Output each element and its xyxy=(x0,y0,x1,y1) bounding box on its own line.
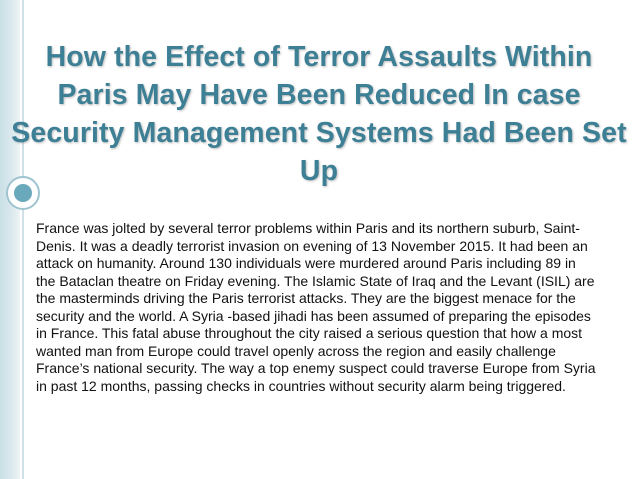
slide-title: How the Effect of Terror Assaults Within Paris May Have Been Reduced In case Security Management Systems Had Been Set Up xyxy=(11,41,627,187)
slide-body-text: France was jolted by several terror problems within Paris and its northern suburb, Saint-Denis. It was a deadly terrorist invasion on evening of 13 November 2015. It had been an attack on humanity. Around 130 individuals were murdered around Paris including 89 in the Bataclan theatre on Friday evening. The Islamic State of Iraq and the Levant (ISIL) are the masterminds driving the Paris terrorist attacks. They are the biggest menace for the security and the world. A Syria -based jihadi has been assumed of preparing the episodes in France. This fatal abuse throughout the city raised a serious question that how a most wanted man from Europe could travel openly across the region and easily challenge France’s national security. The way a top enemy suspect could traverse Europe from Syria in past 12 months, passing checks in countries without security alarm being triggered. xyxy=(36,220,596,394)
